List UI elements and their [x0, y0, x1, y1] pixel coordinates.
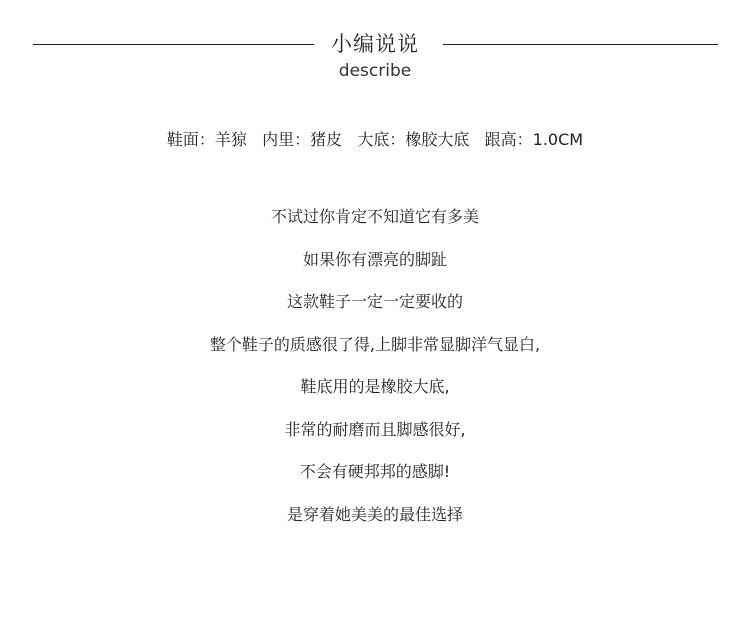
header-divider-right: [443, 44, 718, 45]
description-line: 不试过你肯定不知道它有多美: [270, 207, 479, 226]
description-text: [0, 206, 750, 546]
section-title: 小编说说: [331, 32, 419, 56]
description-line: 这款鞋子一定一定要收的: [286, 292, 463, 311]
description-line: 非常的耐磨而且脚感很好,: [284, 419, 466, 439]
description-line: 不会有硬邦邦的感脚!: [299, 462, 451, 481]
description-line: 鞋底用的是橡胶大底,: [300, 377, 450, 396]
description-line: 整个鞋子的质感很了得,上脚非常显脚洋气显白,: [209, 334, 541, 354]
description-line: 是穿着她美美的最佳选择: [286, 504, 463, 524]
description-line: 如果你有漂亮的脚趾: [302, 249, 447, 269]
section-subtitle: describe: [338, 61, 412, 81]
product-specs: 鞋面：羊猄 内里：猪皮 大底：橡胶大底 跟高：1.0CM: [166, 130, 584, 149]
